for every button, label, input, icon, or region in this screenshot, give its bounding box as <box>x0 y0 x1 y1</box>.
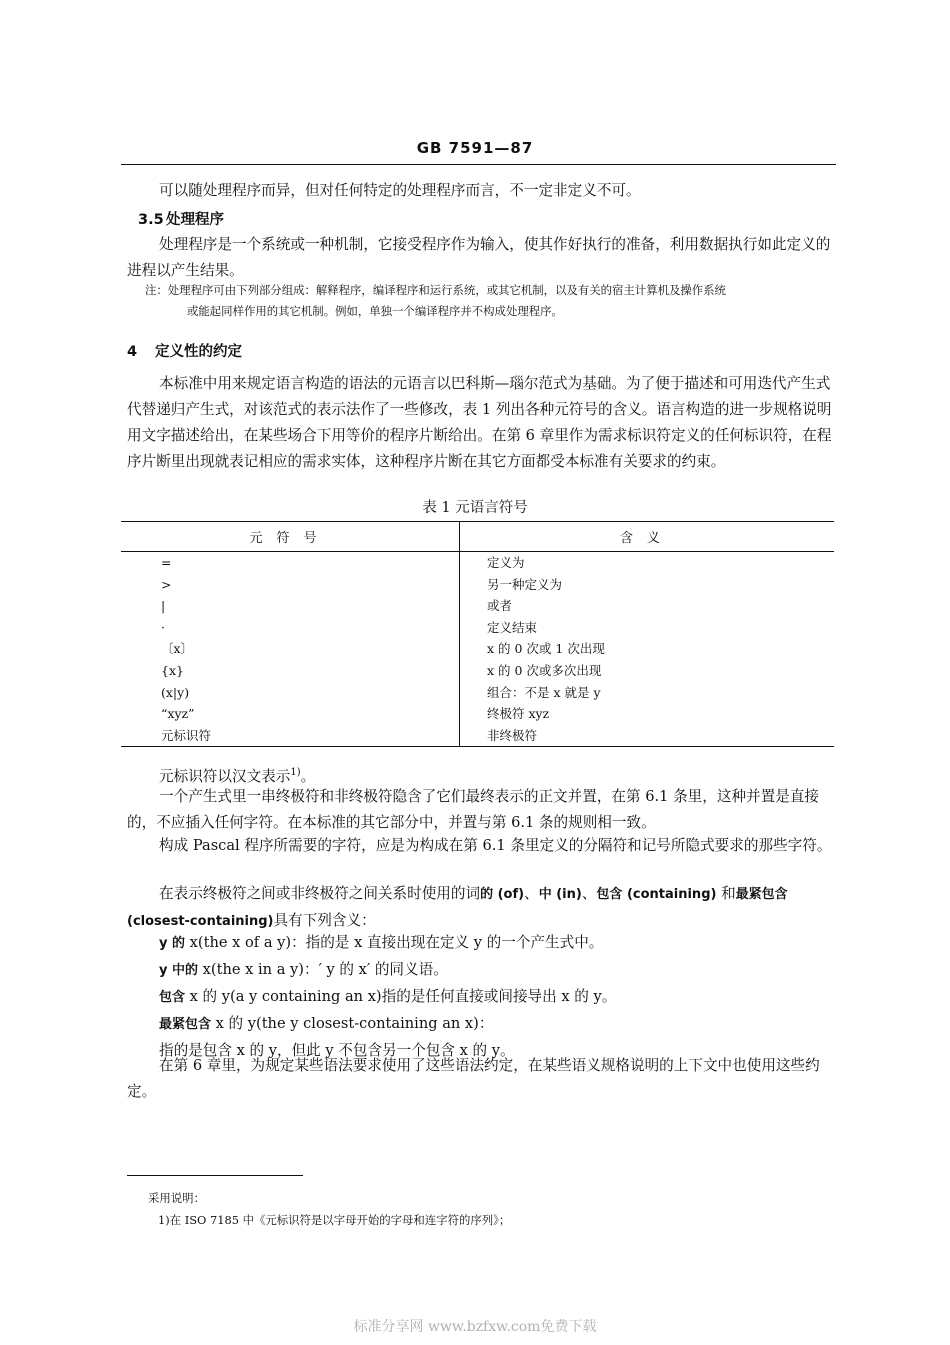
definition-text: x(the x in a y)：′ y 的 x′ 的同义语。 <box>198 961 448 978</box>
header-rule <box>121 164 836 165</box>
section-title: 定义性的约定 <box>155 344 242 360</box>
meaning-cell: 另一种定义为 <box>487 576 563 592</box>
section-number: 4 <box>127 344 138 360</box>
definition-item <box>159 957 839 984</box>
definition-term: y 的 <box>159 936 186 951</box>
definition-text: x 的 y(the y closest-containing an x)： <box>211 1015 494 1032</box>
metalanguage-table <box>121 521 834 747</box>
meaning-cell: 组合：不是 x 就是 y <box>487 684 601 700</box>
definition-term: y 中的 <box>159 963 199 978</box>
table-row <box>121 595 834 617</box>
symbol-cell: “xyz” <box>121 703 460 725</box>
paragraph-conventions: 本标准中用来规定语言构造的语法的元语言以巴科斯—瑙尔范式为基础。为了便于描述和可用迭代产生式代替递归产生式，对该范式的表示法作了一些修改，表 1 列出各种元符号的含义。语言构造的进一步规格说明用文字描述给出，在某些场合下用等价的程序片断给出。在第 6 章里作为需求标识符定义的任何标识符，在程序片断里出现就表记相应的需求实体，这种程序片断在其它方面都受本标准有关要求的约束。 <box>127 375 832 470</box>
footnote-rule <box>127 1175 303 1176</box>
definition-text: x(the x of a y)：指的是 x 直接出现在定义 y 的一个产生式中。 <box>185 934 604 951</box>
table-header-symbol: 元符号 <box>121 522 460 552</box>
footnote-ref: 1) <box>290 767 301 778</box>
text: 具有下列含义： <box>273 912 376 929</box>
footnote-1: 1)在 ISO 7185 中《元标识符是以字母开始的字母和连字符的序列》； <box>158 1213 511 1227</box>
symbol-cell: 元标识符 <box>121 725 460 747</box>
text: 、 <box>524 885 539 902</box>
section-title: 处理程序 <box>166 212 224 228</box>
definition-text: 指的是包含 x 的 y，但此 y 不包含另一个包含 x 的 y。 <box>159 1042 515 1059</box>
note-line-1: 注：处理程序可由下列部分组成：解释程序，编译程序和运行系统，或其它机制，以及有关的宿主计算机及操作系统 <box>145 283 726 297</box>
table-row <box>121 682 834 704</box>
page-header: GB 7591—87 <box>416 139 534 157</box>
meaning-cell: 非终极符 <box>460 725 835 747</box>
paragraph-continued: 可以随处理程序而异，但对任何特定的处理程序而言，不一定非定义不可。 <box>159 182 641 199</box>
term-in: 中 (in) <box>538 887 582 902</box>
text: 和 <box>716 885 736 902</box>
term-closest-containing: 最紧包含 <box>735 887 788 902</box>
symbol-cell: = <box>121 552 460 574</box>
paragraph-juxtaposition: 一个产生式里一串终极符和非终极符隐含了它们最终表示的正文并置，在第 6.1 条里，这种并置是直接的，不应插入任何字符。在本标准的其它部分中，并置与第 6.1 条的规则相一致。 <box>127 788 820 831</box>
symbol-cell: 〔x〕 <box>121 638 460 660</box>
table-caption: 表 1 元语言符号 <box>422 500 528 516</box>
table-row <box>121 703 834 725</box>
definition-item <box>159 984 839 1011</box>
symbol-cell: > <box>121 574 460 596</box>
section-heading-3-5 <box>138 207 848 233</box>
table-row <box>121 552 834 574</box>
paragraph-pascal: 构成 Pascal 程序所需要的字符，应是为构成在第 6.1 条里定义的分隔符和记号所隐式要求的那些字符。 <box>159 837 832 854</box>
note-line-2: 或能起同样作用的其它机制。例如，单独一个编译程序并不构成处理程序。 <box>187 304 563 318</box>
table-row <box>121 574 834 596</box>
symbol-cell: (x|y) <box>121 682 460 704</box>
meaning-cell: 终极符 xyz <box>487 706 550 722</box>
symbol-cell: | <box>121 595 460 617</box>
text: 在表示终极符之间或非终极符之间关系时使用的词 <box>159 885 481 902</box>
footnote-title: 采用说明： <box>148 1191 205 1205</box>
definition-text: x 的 y(a y containing an x)指的是任何直接或间接导出 x 的 y。 <box>185 988 617 1005</box>
table-row <box>121 638 834 660</box>
meaning-cell: x 的 0 次或多次出现 <box>487 662 602 678</box>
definition-item <box>159 1011 839 1038</box>
definition-list <box>159 930 839 1065</box>
section-heading-4 <box>127 339 837 365</box>
symbol-cell: · <box>121 617 460 639</box>
term-of: 的 (of) <box>480 887 525 902</box>
paragraph-final: 在第 6 章里，为规定某些语法要求使用了这些语法约定，在某些语义规格说明的上下文中也使用这些约定。 <box>127 1057 820 1100</box>
table-row <box>121 660 834 682</box>
paragraph-processor: 处理程序是一个系统或一种机制，它接受程序作为输入，使其作好执行的准备，利用数据执行如此定义的进程以产生结果。 <box>127 236 831 279</box>
text: 元标识符以汉文表示 <box>159 767 291 785</box>
table-header-meaning: 含义 <box>460 522 835 552</box>
meaning-cell: x 的 0 次或 1 次出现 <box>487 641 605 657</box>
paragraph-relations <box>127 881 837 935</box>
term-closest-containing-en: (closest-containing) <box>127 914 274 929</box>
meaning-cell: 或者 <box>487 598 513 614</box>
definition-item <box>159 930 839 957</box>
definition-term: 最紧包含 <box>159 1017 212 1032</box>
symbol-cell: {x} <box>121 660 460 682</box>
table-row <box>121 725 834 747</box>
section-number: 3.5 <box>138 212 164 228</box>
note <box>145 280 837 322</box>
text: 、 <box>581 885 597 902</box>
meaning-cell: 定义为 <box>487 555 525 570</box>
term-containing: 包含 (containing) <box>596 887 717 902</box>
definition-term: 包含 <box>159 990 186 1005</box>
watermark: 标准分享网 www.bzfxw.com免费下载 <box>353 1319 597 1335</box>
text: 。 <box>300 767 316 785</box>
meaning-cell: 定义结束 <box>487 619 538 635</box>
table-row <box>121 617 834 639</box>
